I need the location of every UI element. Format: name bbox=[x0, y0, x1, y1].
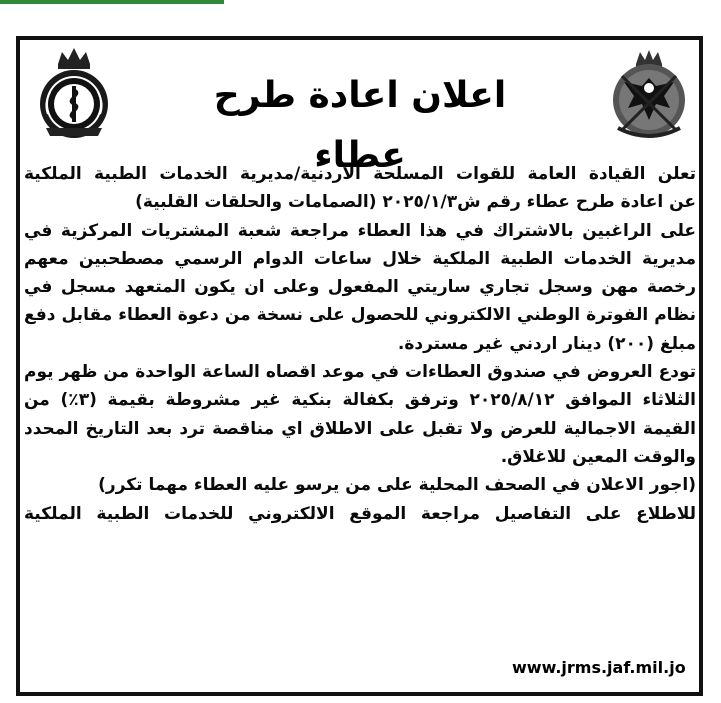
paragraph-tender-number: عن اعادة طرح عطاء رقم ش٢٠٢٥/١/٣ (الصمامات والحلقات القلبية) bbox=[135, 192, 696, 213]
paragraph-participation: على الراغبين بالاشتراك في هذا العطاء مراجعة شعبة المشتريات المركزية في مديرية الخدمات الطبية الملكية خلال ساعات الدوام الرسمي مصطحبين معهم رخصة مهن وسجل تجاري ساريتي المفعول وعلى ان يكون المتعهد مسجل في نظام الفوترة الوطني الالكتروني للحصول على نسخة من دعوة العطاء مقابل دفع مبلغ (٢٠٠) دينار اردني غير مستردة. bbox=[24, 220, 696, 354]
royal-medical-services-emblem-icon bbox=[28, 44, 120, 140]
website-link[interactable]: www.jrms.jaf.mil.jo bbox=[512, 658, 686, 677]
paragraph-intro: تعلن القيادة العامة للقوات المسلحة الاردنية/مديرية الخدمات الطبية الملكية bbox=[24, 164, 696, 184]
paragraph-ad-fees: (اجور الاعلان في الصحف المحلية على من يرسو عليه العطاء مهما تكرر) bbox=[98, 475, 696, 496]
announcement-body bbox=[24, 160, 696, 528]
announcement-title: اعلان اعادة طرح عطاء bbox=[213, 75, 507, 176]
paragraph-submission: تودع العروض في صندوق العطاءات في موعد اقصاه الساعة الواحدة من ظهر يوم الثلاثاء الموافق ٢٠٢٥/٨/١٢ وترفق بكفالة بنكية غير مشروطة بقيمة (٣٪) من القيمة الاجمالية للعرض ولا تقبل على الاطلاق اي مناقصة ترد بعد التاريخ المحدد والوقت المعين للاغلاق. bbox=[24, 362, 696, 467]
top-accent-bar bbox=[0, 0, 224, 4]
jordan-armed-forces-emblem-icon bbox=[604, 48, 694, 140]
paragraph-details: للاطلاع على التفاصيل مراجعة الموقع الالكتروني للخدمات الطبية الملكية bbox=[24, 503, 696, 524]
